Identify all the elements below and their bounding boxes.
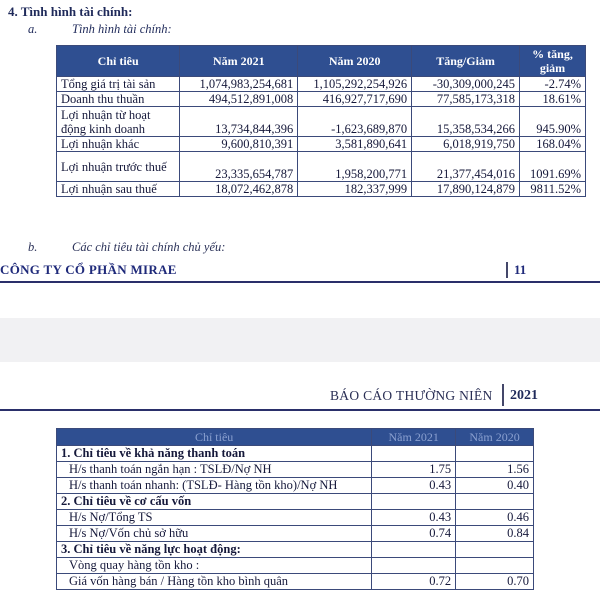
value-2021 [372,494,456,510]
section-label: 1. Chỉ tiêu về khả năng thanh toán [57,446,372,462]
table-row [57,478,534,494]
value-2020: 3,581,890,641 [298,137,412,152]
value-percent: -2.74% [520,77,586,92]
header-indicator: Chỉ tiêu [57,429,372,446]
value-change: -30,309,000,245 [412,77,520,92]
table-row [57,92,586,107]
value-2021: 1,074,983,254,681 [180,77,298,92]
key-financial-indicators-table [56,428,534,590]
value-2020: 0.84 [456,526,534,542]
value-2020: 1.56 [456,462,534,478]
value-2020: 0.70 [456,574,534,590]
value-2020: 0.40 [456,478,534,494]
header-change: Tăng/Giảm [412,46,520,77]
section-label: 2. Chỉ tiêu về cơ cấu vốn [57,494,372,510]
section-heading: 4. Tình hình tài chính: [8,4,133,19]
table-row [57,558,534,574]
header-percent-change: % tăng, giảm [520,46,586,77]
table-row [57,77,586,92]
value-2021 [372,446,456,462]
row-label: Lợi nhuận trước thuế [57,152,180,182]
value-2020: 182,337,999 [298,182,412,197]
value-percent: 9811.52% [520,182,586,197]
value-2021: 18,072,462,878 [180,182,298,197]
table-row [57,137,586,152]
page-number: 11 [514,262,527,277]
value-change: 21,377,454,016 [412,152,520,182]
value-2021: 494,512,891,008 [180,92,298,107]
header-year-2020: Năm 2020 [298,46,412,77]
header-year-2021: Năm 2021 [372,429,456,446]
value-change: 17,890,124,879 [412,182,520,197]
table-row [57,152,586,182]
table-header-row [57,429,534,446]
table-row [57,526,534,542]
row-label: Doanh thu thuần [57,92,180,107]
value-2021: 0.43 [372,510,456,526]
report-title: BÁO CÁO THƯỜNG NIÊN [330,388,493,403]
value-2020 [456,494,534,510]
value-2020: 1,958,200,771 [298,152,412,182]
value-percent: 945.90% [520,107,586,137]
value-2020: 0.46 [456,510,534,526]
page-gap [0,318,600,362]
value-2020: -1,623,689,870 [298,107,412,137]
value-2020 [456,558,534,574]
table-row [57,510,534,526]
value-percent: 18.61% [520,92,586,107]
row-label: H/s thanh toán nhanh: (TSLĐ- Hàng tồn kho)/Nợ NH [57,478,372,494]
page-number-divider [506,262,508,278]
value-2021: 9,600,810,391 [180,137,298,152]
report-year: 2021 [510,388,538,403]
value-change: 15,358,534,266 [412,107,520,137]
header-year-2020: Năm 2020 [456,429,534,446]
subsection-a-title [28,22,172,37]
company-name: CÔNG TY CỔ PHẦN MIRAE [0,262,177,277]
header-year-2021: Năm 2021 [180,46,298,77]
row-label: Lợi nhuận sau thuế [57,182,180,197]
value-2020 [456,542,534,558]
row-label: Lợi nhuận khác [57,137,180,152]
section-label: 3. Chỉ tiêu về năng lực hoạt động: [57,542,372,558]
header-rule [0,409,600,411]
subsection-a-label: Tình hình tài chính: [72,22,172,36]
value-change: 6,018,919,750 [412,137,520,152]
value-2021: 0.72 [372,574,456,590]
value-2021: 1.75 [372,462,456,478]
section-row [57,542,534,558]
value-2020: 416,927,717,690 [298,92,412,107]
row-label: Tổng giá trị tài sản [57,77,180,92]
value-percent: 1091.69% [520,152,586,182]
subsection-b-number: b. [28,240,38,254]
financial-situation-table [56,45,586,197]
row-label: H/s Nợ/Tổng TS [57,510,372,526]
report-year-divider [502,384,504,406]
table-row [57,182,586,197]
row-label: H/s thanh toán ngắn hạn : TSLĐ/Nợ NH [57,462,372,478]
value-2021 [372,542,456,558]
footer-rule [0,281,600,283]
value-change: 77,585,173,318 [412,92,520,107]
section-row [57,446,534,462]
row-label: Giá vốn hàng bán / Hàng tồn kho bình quân [57,574,372,590]
row-label: Lợi nhuận từ hoạt động kinh doanh [57,107,180,137]
subsection-b-label: Các chỉ tiêu tài chính chủ yếu: [72,240,226,254]
table-header-row [57,46,586,77]
header-indicator: Chỉ tiêu [57,46,180,77]
value-2021: 0.43 [372,478,456,494]
value-2021: 23,335,654,787 [180,152,298,182]
row-label: Vòng quay hàng tồn kho : [57,558,372,574]
value-2021: 0.74 [372,526,456,542]
value-2021: 13,734,844,396 [180,107,298,137]
value-2020: 1,105,292,254,926 [298,77,412,92]
value-2020 [456,446,534,462]
table-row [57,574,534,590]
value-2021 [372,558,456,574]
table-row [57,107,586,137]
subsection-a-number: a. [28,22,38,36]
section-row [57,494,534,510]
row-label: H/s Nợ/Vốn chủ sở hữu [57,526,372,542]
subsection-b-title [28,240,225,255]
table-row [57,462,534,478]
value-percent: 168.04% [520,137,586,152]
